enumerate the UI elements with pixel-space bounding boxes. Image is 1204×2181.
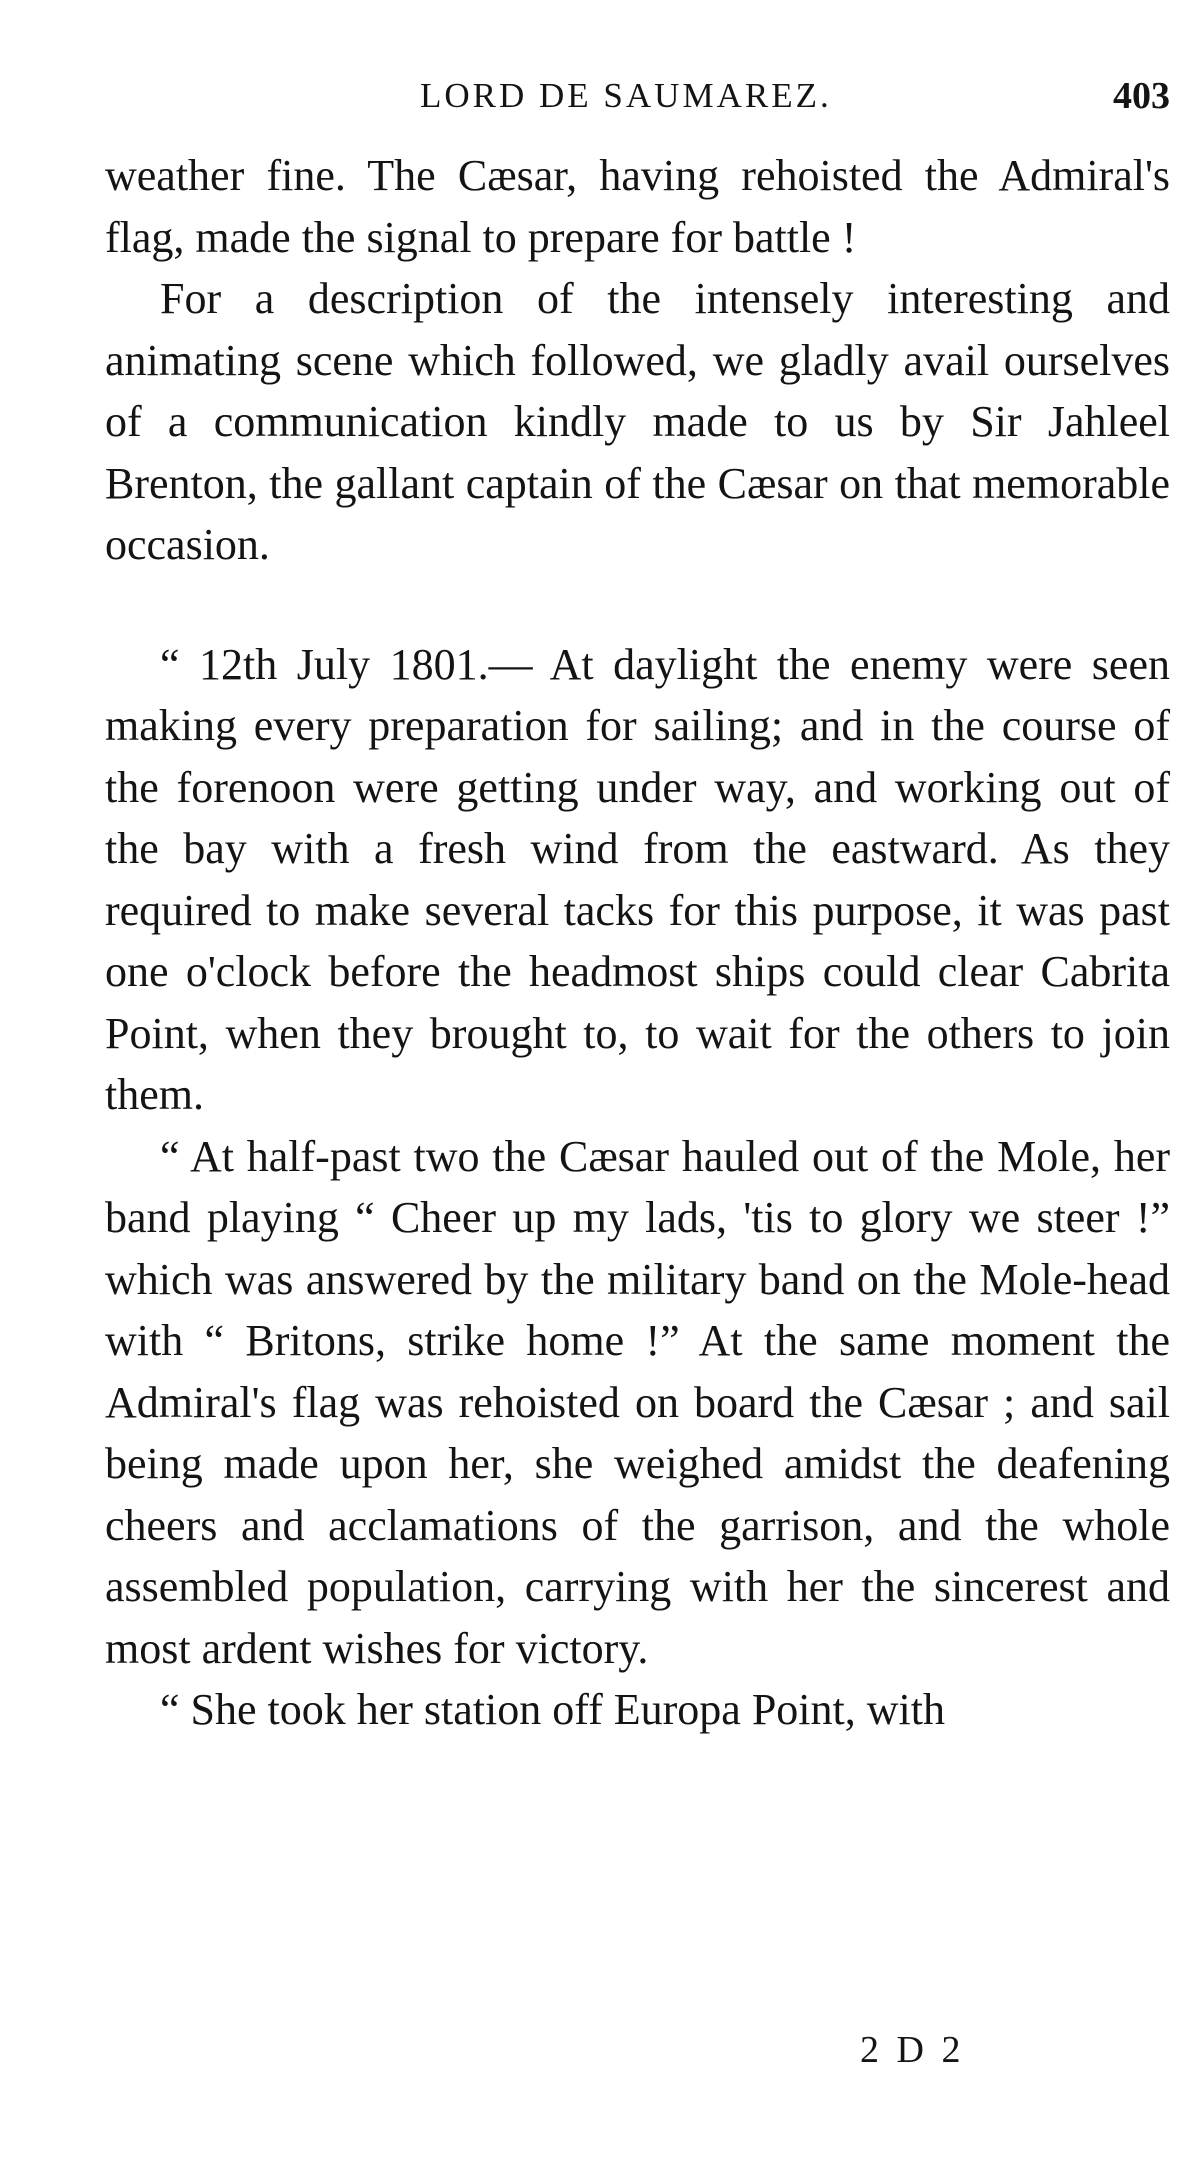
paragraph-continuation: weather fine. The Cæsar, having rehoisted the Admiral's flag, made the signal to prepare for battle ! [105, 151, 1170, 262]
signature-mark: 2 D 2 [860, 2029, 965, 2071]
running-title: LORD DE SAUMAREZ. [420, 76, 832, 115]
body-text [105, 145, 1170, 1741]
paragraph-quote-half-past-two: “ At half-past two the Cæsar hauled out of the Mole, her band playing “ Cheer up my lads, 'tis to glory we steer !” which was answered by the military band on the Mole-head with “ Britons, strike home !” At the same moment the Admiral's flag was rehoisted on board the Cæsar ; and sail being made upon her, she weighed amidst the deafening cheers and acclamations of the garrison, and the whole assembled population, carrying with her the sincerest and most ardent wishes for victory. [105, 1131, 1170, 1673]
paragraph-introduction: For a description of the intensely interesting and animating scene which followed, we gladly avail ourselves of a communication kindly made to us by Sir Jahleel Brenton, the gallant captain of the Cæsar on that memorable occasion. [105, 274, 1170, 569]
running-head [100, 66, 1170, 126]
page-number: 403 [1113, 75, 1170, 117]
paragraph-quote-europa-point: “ She took her station off Europa Point, with [160, 1685, 945, 1734]
paragraph-quote-12th-july: “ 12th July 1801.— At daylight the enemy were seen making every preparation for sailing; and in the course of the forenoon were getting under way, and working out of the bay with a fresh wind from the eastward. As they required to make several tacks for this purpose, it was past one o'clock before the headmost ships could clear Cabrita Point, when they brought to, to wait for the others to join them. [105, 639, 1170, 1119]
